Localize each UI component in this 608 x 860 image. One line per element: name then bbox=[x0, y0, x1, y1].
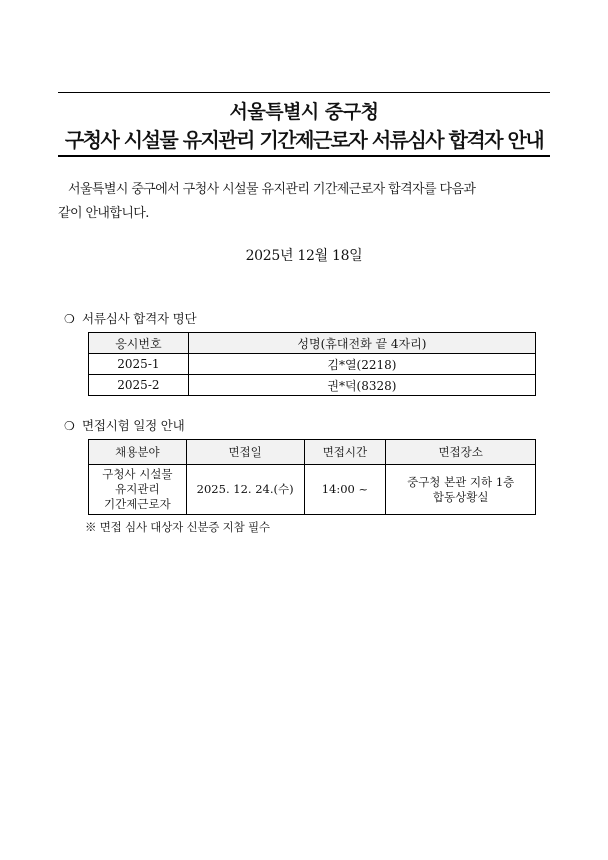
field-line-1: 구청사 시설물 bbox=[102, 467, 173, 481]
table-row bbox=[89, 465, 536, 515]
section-interview-heading bbox=[64, 416, 185, 434]
field-line-2: 유지관리 bbox=[115, 482, 160, 496]
section-passers-title: 서류심사 합격자 명단 bbox=[82, 311, 197, 326]
header-cell-interview-place: 면접장소 bbox=[386, 440, 536, 465]
document-title: 구청사 시설물 유지관리 기간제근로자 서류심사 합격자 안내 bbox=[64, 128, 544, 152]
header-cell-field: 채용분야 bbox=[89, 440, 187, 465]
place-line-2: 합동상황실 bbox=[432, 489, 489, 504]
cell-interview-date: 2025. 12. 24.(수) bbox=[186, 465, 304, 515]
field-line-3: 기간제근로자 bbox=[104, 497, 171, 511]
intro-paragraph bbox=[58, 178, 554, 226]
cell-field bbox=[89, 465, 187, 515]
cell-name-phone: 권*덕(8328) bbox=[188, 375, 535, 396]
table-row bbox=[89, 354, 536, 375]
cell-exam-number: 2025-2 bbox=[89, 375, 189, 396]
cell-interview-time: 14:00 ~ bbox=[304, 465, 386, 515]
announcement-date: 2025년 12월 18일 bbox=[245, 248, 363, 264]
header-cell-exam-number: 응시번호 bbox=[89, 333, 189, 354]
title-top-rule bbox=[58, 92, 550, 93]
place-line-1: 중구청 본관 지하 1층 bbox=[407, 474, 515, 489]
cell-name-phone: 김*열(2218) bbox=[188, 354, 535, 375]
interview-schedule-table bbox=[88, 439, 536, 515]
header-cell-name-phone: 성명(휴대전화 끝 4자리) bbox=[188, 333, 535, 354]
section-interview-title: 면접시험 일정 안내 bbox=[82, 418, 185, 433]
title-bottom-rule bbox=[58, 155, 550, 157]
intro-line-2: 같이 안내합니다. bbox=[58, 206, 149, 221]
id-card-note: ※ 면접 심사 대상자 신분증 지참 필수 bbox=[85, 520, 270, 534]
table-header-row bbox=[89, 333, 536, 354]
header-cell-interview-time: 면접시간 bbox=[304, 440, 386, 465]
section-passers-heading bbox=[64, 309, 196, 327]
header-cell-interview-date: 면접일 bbox=[186, 440, 304, 465]
intro-line-1: 서울특별시 중구에서 구청사 시설물 유지관리 기간제근로자 합격자를 다음과 bbox=[68, 182, 476, 197]
table-row bbox=[89, 375, 536, 396]
organization-name: 서울특별시 중구청 bbox=[229, 101, 379, 123]
circle-bullet-icon: ❍ bbox=[64, 419, 75, 433]
cell-exam-number: 2025-1 bbox=[89, 354, 189, 375]
circle-bullet-icon: ❍ bbox=[64, 312, 75, 326]
passers-table bbox=[88, 332, 536, 396]
cell-interview-place bbox=[386, 465, 536, 515]
table-header-row bbox=[89, 440, 536, 465]
